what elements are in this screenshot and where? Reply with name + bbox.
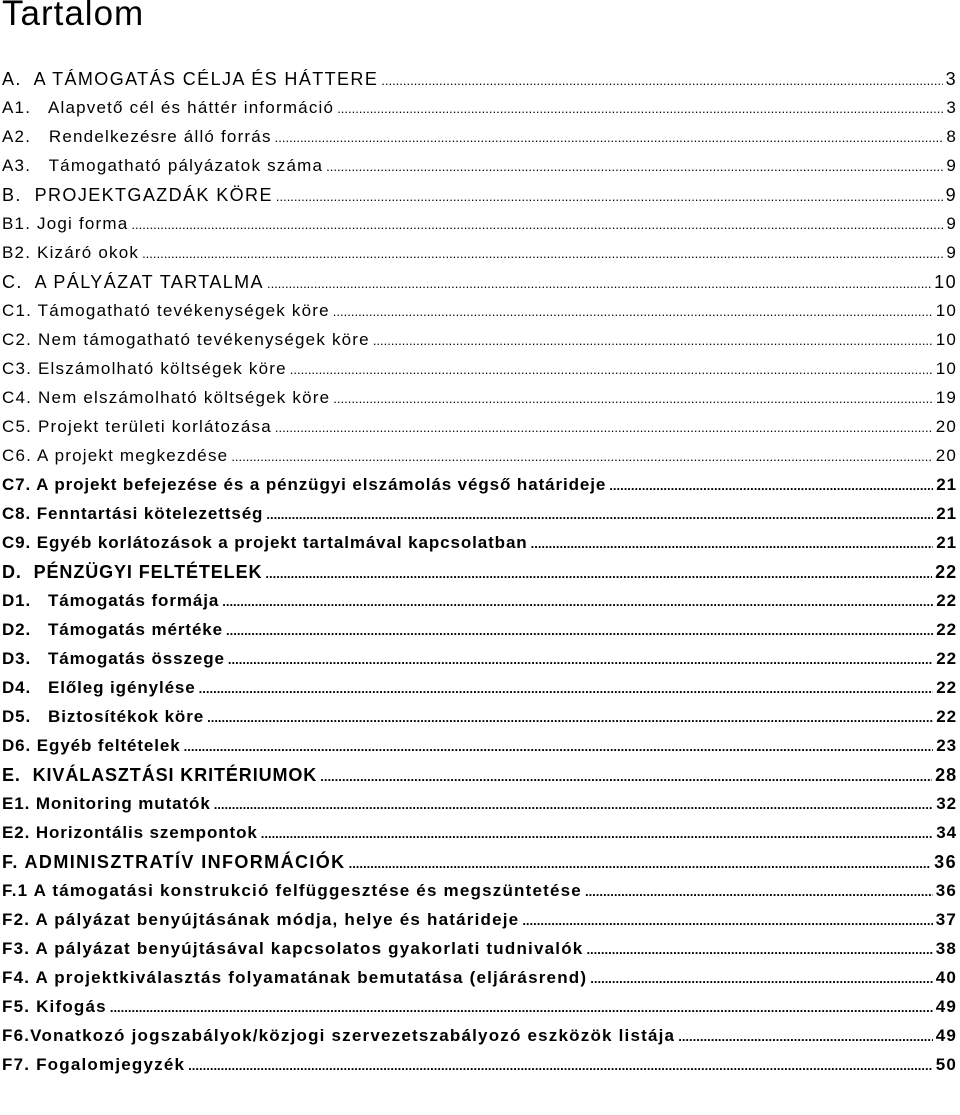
toc-label: A2. Rendelkezésre álló forrás [2,127,272,146]
toc-page-number: 8 [946,127,957,146]
toc-page-number: 10 [935,301,957,320]
toc-entry-f7[interactable] [2,1055,957,1084]
toc-page-number: 3 [945,69,957,89]
toc-entry-c2[interactable] [2,330,957,359]
toc-label: D3. Támogatás összege [2,649,225,668]
toc-label: C5. Projekt területi korlátozása [2,417,272,436]
toc-entry-f2[interactable] [2,910,957,939]
toc-page-number: 20 [935,446,957,465]
toc-label: F.1 A támogatási konstrukció felfüggesztése és megszüntetése [2,881,582,900]
toc-label: D6. Egyéb feltételek [2,736,181,755]
toc-page-number: 36 [935,881,957,900]
toc-page-number: 9 [946,156,957,175]
table-of-contents [2,69,957,1084]
toc-page-number: 38 [935,939,957,958]
toc-entry-c5[interactable] [2,417,957,446]
toc-label: B1. Jogi forma [2,214,129,233]
toc-page-number: 22 [935,562,957,582]
toc-label: A3. Támogatható pályázatok száma [2,156,324,175]
toc-entry-a2[interactable] [2,127,957,156]
toc-page-number: 49 [935,997,957,1016]
toc-entry-c4[interactable] [2,388,957,417]
toc-page-number: 10 [935,330,957,349]
toc-entry-d[interactable] [2,562,957,591]
toc-page-number: 9 [945,185,957,205]
toc-entry-c8[interactable] [2,504,957,533]
toc-label: F3. A pályázat benyújtásával kapcsolatos gyakorlati tudnivalók [2,939,584,958]
toc-page-number: 32 [936,794,957,813]
toc-page-number: 3 [946,98,957,117]
toc-entry-d1[interactable] [2,591,957,620]
toc-label: C1. Támogatható tevékenységek köre [2,301,330,320]
toc-page-number: 9 [946,243,957,262]
toc-page-number: 37 [935,910,957,929]
toc-page-number: 50 [935,1055,957,1074]
toc-page-number: 21 [936,533,957,552]
toc-page-number: 49 [935,1026,957,1045]
toc-entry-b2[interactable] [2,243,957,272]
toc-label: D1. Támogatás formája [2,591,220,610]
toc-page-number: 22 [936,649,957,668]
toc-page-number: 19 [935,388,957,407]
toc-entry-a[interactable] [2,69,957,98]
toc-entry-c7[interactable] [2,475,957,504]
toc-label: C6. A projekt megkezdése [2,446,229,465]
toc-page-number: 22 [936,591,957,610]
toc-page-number: 28 [935,765,957,785]
toc-label: C4. Nem elszámolható költségek köre [2,388,331,407]
toc-label: E1. Monitoring mutatók [2,794,211,813]
toc-label: C2. Nem támogatható tevékenységek köre [2,330,370,349]
toc-label: C9. Egyéb korlátozások a projekt tartalmával kapcsolatban [2,533,528,552]
toc-entry-c9[interactable] [2,533,957,562]
toc-entry-f3[interactable] [2,939,957,968]
toc-entry-e2[interactable] [2,823,957,852]
toc-label: C3. Elszámolható költségek köre [2,359,287,378]
toc-label: D5. Biztosítékok köre [2,707,205,726]
toc-page-number: 36 [934,852,957,872]
toc-entry-b1[interactable] [2,214,957,243]
toc-entry-c3[interactable] [2,359,957,388]
page-title: Tartalom [2,0,145,33]
toc-label: E. KIVÁLASZTÁSI KRITÉRIUMOK [2,765,318,785]
toc-entry-c[interactable] [2,272,957,301]
toc-entry-d4[interactable] [2,678,957,707]
toc-entry-d3[interactable] [2,649,957,678]
toc-label: D4. Előleg igénylése [2,678,196,697]
toc-entry-d5[interactable] [2,707,957,736]
toc-entry-f5[interactable] [2,997,957,1026]
toc-label: F5. Kifogás [2,997,107,1016]
toc-label: F7. Fogalomjegyzék [2,1055,186,1074]
toc-page-number: 9 [946,214,957,233]
toc-entry-b[interactable] [2,185,957,214]
toc-label: C7. A projekt befejezése és a pénzügyi elszámolás végső határideje [2,475,607,494]
toc-label: A. A TÁMOGATÁS CÉLJA ÉS HÁTTERE [2,69,379,89]
toc-label: F. ADMINISZTRATÍV INFORMÁCIÓK [2,852,346,872]
toc-entry-c6[interactable] [2,446,957,475]
toc-page-number: 10 [935,359,957,378]
toc-label: F6.Vonatkozó jogszabályok/közjogi szervezetszabályozó eszközök listája [2,1026,676,1045]
toc-label: C. A PÁLYÁZAT TARTALMA [2,272,264,292]
toc-label: B2. Kizáró okok [2,243,140,262]
toc-entry-c1[interactable] [2,301,957,330]
toc-entry-e1[interactable] [2,794,957,823]
toc-entry-f[interactable] [2,852,957,881]
toc-page-number: 34 [936,823,957,842]
toc-label: B. PROJEKTGAZDÁK KÖRE [2,185,273,205]
toc-page-number: 22 [936,620,957,639]
toc-label: A1. Alapvető cél és háttér információ [2,98,335,117]
toc-page-number: 22 [936,707,957,726]
toc-entry-d6[interactable] [2,736,957,765]
toc-label: D. PÉNZÜGYI FELTÉTELEK [2,562,263,582]
toc-page-number: 40 [935,968,957,987]
toc-entry-f1[interactable] [2,881,957,910]
toc-entry-f4[interactable] [2,968,957,997]
toc-label: F2. A pályázat benyújtásának módja, helye és határideje [2,910,520,929]
toc-label: F4. A projektkiválasztás folyamatának bemutatása (eljárásrend) [2,968,588,987]
toc-entry-a3[interactable] [2,156,957,185]
toc-label: D2. Támogatás mértéke [2,620,224,639]
toc-entry-e[interactable] [2,765,957,794]
toc-entry-a1[interactable] [2,98,957,127]
toc-page-number: 21 [936,504,957,523]
toc-page-number: 21 [936,475,957,494]
toc-label: C8. Fenntartási kötelezettség [2,504,264,523]
toc-page-number: 23 [936,736,957,755]
toc-entry-d2[interactable] [2,620,957,649]
toc-page-number: 10 [934,272,957,292]
toc-label: E2. Horizontális szempontok [2,823,258,842]
toc-page-number: 20 [935,417,957,436]
toc-entry-f6[interactable] [2,1026,957,1055]
toc-page-number: 22 [936,678,957,697]
